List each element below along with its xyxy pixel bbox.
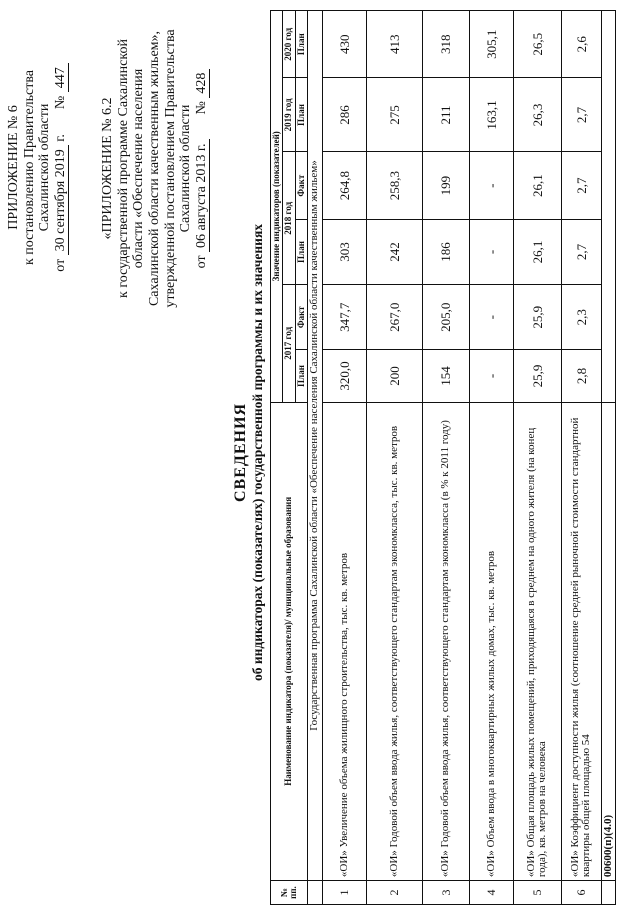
value-cell: 211	[422, 78, 469, 152]
appendix-62-number: 428	[194, 69, 210, 98]
value-cell: 26,5	[513, 11, 561, 78]
row-number: 5	[513, 881, 561, 905]
appendix-subtitle-2: Сахалинской области	[37, 103, 53, 232]
appendix-62-title: «ПРИЛОЖЕНИЕ № 6.2	[100, 97, 115, 240]
footer-blank-values	[601, 11, 616, 403]
table-row	[513, 11, 561, 905]
value-cell: 303	[322, 219, 366, 284]
value-cell: 320,0	[322, 350, 366, 402]
appendix-title: ПРИЛОЖЕНИЕ № 6	[6, 105, 21, 230]
decree-date	[53, 145, 69, 255]
col-header-values: Значение индикаторов (показателей)	[271, 11, 283, 403]
value-cell: 267,0	[366, 285, 422, 350]
appendix-62-line-4: Сахалинской области качественным жильем»,	[147, 30, 163, 307]
table-row	[366, 11, 422, 905]
value-cell: 318	[422, 11, 469, 78]
value-cell: 25,9	[513, 350, 561, 402]
col-header-fact: Факт	[295, 285, 307, 350]
value-cell: 305,1	[469, 11, 513, 78]
date-suffix: г.	[53, 134, 69, 142]
appendix-62-line-6: Сахалинской области	[178, 104, 194, 233]
value-cell: 26,1	[513, 219, 561, 284]
col-header-plan: План	[295, 219, 307, 284]
program-row	[308, 11, 323, 905]
value-cell: 286	[322, 78, 366, 152]
value-cell: 275	[366, 78, 422, 152]
appendix-62-date: 06 августа 2013 г.	[194, 139, 210, 251]
appendix-62-line-3: области «Обеспечение населения	[131, 68, 147, 269]
value-cell: 2,8	[561, 350, 601, 402]
value-cell: 200	[366, 350, 422, 402]
value-cell: -	[469, 219, 513, 284]
indicator-name: «ОИ» Годовой объем ввода жилья, соответствующего стандартам экономкласса (в % к 2011 году)	[422, 402, 469, 881]
value-cell: -	[469, 285, 513, 350]
decree-date-line	[53, 30, 69, 305]
col-header-2020: 2020 год	[283, 11, 295, 78]
value-cell: 2,7	[561, 152, 601, 219]
value-cell: 258,3	[366, 152, 422, 219]
table-row	[422, 11, 469, 905]
date-year: 2019	[53, 149, 69, 178]
value-cell: 25,9	[513, 285, 561, 350]
appendix-subtitle-1: к постановлению Правительства	[21, 69, 37, 266]
table-row	[561, 11, 601, 905]
col-header-number: № пп.	[271, 881, 308, 905]
row-number: 6	[561, 881, 601, 905]
col-header-name: Наименование индикатора (показателя)/ муниципальные образования	[271, 402, 308, 881]
decree-number: 447	[53, 63, 69, 92]
indicators-table	[270, 10, 616, 905]
table-row	[322, 11, 366, 905]
value-cell: 264,8	[322, 152, 366, 219]
value-cell: 347,7	[322, 285, 366, 350]
value-cell: 2,7	[561, 78, 601, 152]
title-sub: об индикаторах (показателях) государственной программы и их значениях	[250, 223, 265, 682]
col-header-plan: План	[295, 11, 307, 78]
appendix-header-6-2	[100, 6, 210, 331]
table-row	[469, 11, 513, 905]
date-prefix: от	[53, 258, 69, 272]
number-label: №	[194, 101, 210, 115]
appendix-62-line-5: утвержденной постановлением Правительства	[162, 29, 178, 308]
row-number: 4	[469, 881, 513, 905]
value-cell: 163,1	[469, 78, 513, 152]
date-prefix: от	[194, 255, 210, 269]
number-label: №	[53, 95, 69, 110]
value-cell: 199	[422, 152, 469, 219]
value-cell: 186	[422, 219, 469, 284]
value-cell: 154	[422, 350, 469, 402]
document-title	[232, 0, 266, 905]
indicator-name: «ОИ» Коэффициент доступности жилья (соотношение средней рыночной стоимости стандартной квартиры общей площадью 54	[561, 402, 601, 881]
footer-row	[601, 11, 616, 905]
footer-blank	[601, 881, 616, 905]
appendix-header-6	[6, 30, 69, 305]
value-cell: 413	[366, 11, 422, 78]
indicator-name: «ОИ» Годовой объем ввода жилья, соответствующего стандартам экономкласса, тыс. кв. метров	[366, 402, 422, 881]
col-header-plan: План	[295, 78, 307, 152]
program-row-blank	[308, 881, 323, 905]
col-header-plan: План	[295, 350, 307, 402]
value-cell: 26,3	[513, 78, 561, 152]
program-name: Государственная программа Сахалинской области «Обеспечение населения Сахалинской области качественным жильем»	[308, 11, 323, 881]
indicator-name: «ОИ» Увеличение объема жилищного строительства, тыс. кв. метров	[322, 402, 366, 881]
value-cell: 205,0	[422, 285, 469, 350]
value-cell: 242	[366, 219, 422, 284]
date-day: 30	[53, 237, 69, 252]
footer-code: 00600(п)(4.0)	[601, 402, 616, 881]
appendix-62-date-line	[194, 6, 210, 331]
appendix-62-line-2: к государственной программе Сахалинской	[115, 39, 131, 298]
title-main: СВЕДЕНИЯ	[232, 402, 249, 503]
indicator-name: «ОИ» Общая площадь жилых помещений, приходящаяся в среднем на одного жителя (на конец года), кв. метров на человека	[513, 402, 561, 881]
col-header-fact: Факт	[295, 152, 307, 219]
row-number: 3	[422, 881, 469, 905]
value-cell: 2,6	[561, 11, 601, 78]
value-cell: 26,1	[513, 152, 561, 219]
value-cell: -	[469, 152, 513, 219]
value-cell: -	[469, 350, 513, 402]
value-cell: 2,7	[561, 219, 601, 284]
col-header-2017: 2017 год	[283, 285, 295, 402]
col-header-2018: 2018 год	[283, 152, 295, 285]
value-cell: 2,3	[561, 285, 601, 350]
row-number: 1	[322, 881, 366, 905]
date-month: сентября	[53, 180, 69, 234]
col-header-2019: 2019 год	[283, 78, 295, 152]
indicator-name: «ОИ» Объем ввода в многоквартирных жилых домах, тыс. кв. метров	[469, 402, 513, 881]
value-cell: 430	[322, 11, 366, 78]
row-number: 2	[366, 881, 422, 905]
